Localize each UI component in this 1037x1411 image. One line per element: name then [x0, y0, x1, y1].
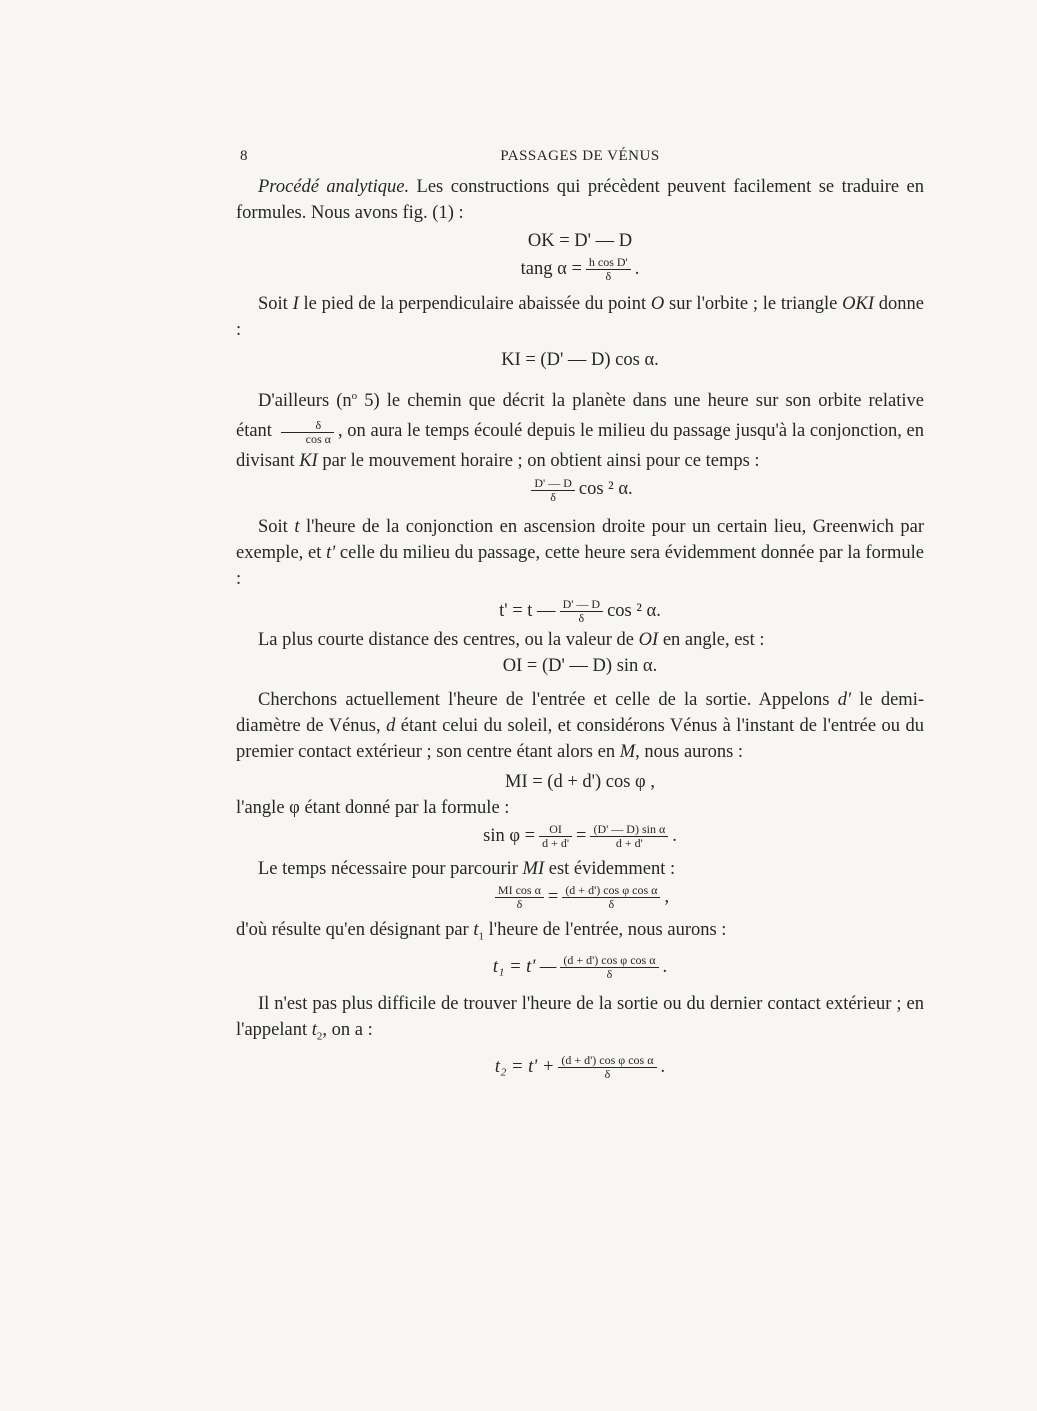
paragraph-angle: l'angle φ étant donné par la formule :	[236, 797, 510, 818]
equation-t1: t₁ = t' — $\frac{\text{(d + d') cos φ cos α}}{\delta}$ .	[492, 953, 668, 982]
paragraph-sortie: Il n'est pas plus difficile de trouver l'heure de la sortie ou du dernier contact extérieur ; en l'appelant $t_2$, on a :	[236, 994, 924, 1044]
equation-oi: OI = (D' — D) sin α.	[502, 655, 658, 676]
equation-sin-phi: sin φ = $\frac{OI}{d + d'}$ = $\frac{\text{(D' — D) sin α}}{d + d'}$ .	[483, 822, 677, 851]
paragraph-dailleurs: D'ailleurs ($n^o$ 5) le chemin que décrit la planète dans une heure sur son orbite relative étant $\frac{\delta}{\text{cos α}}$ , on aura le temps écoulé depuis le milieu du passage jusqu'à la conjonction, en divisant KI par le mouvement horaire ; on obtient ainsi pour ce temps :	[236, 390, 924, 472]
paragraph-cherchons: Cherchons actuellement l'heure de l'entrée et celle de la sortie. Appelons d' le demi-diamètre de Vénus, d étant celui du soleil, et considérons Vénus à l'instant de l'entrée ou du premier contact extérieur ; son centre étant alors en M, nous aurons :	[236, 689, 924, 762]
equation-ok: OK = D' — D	[527, 231, 633, 251]
equation-t2: t₂ = t' + $\frac{\text{(d + d') cos φ cos α}}{\delta}$ .	[494, 1053, 666, 1082]
page-number: 8	[240, 148, 248, 164]
equation-time: $\frac{D' — D}{\delta}$ cos ² α.	[236, 476, 924, 503]
main-text	[236, 174, 924, 1081]
equation-tang: tang α = $\frac{\text{h cos D'}}{\delta}$ .	[520, 255, 640, 284]
paragraph-procede: Procédé analytique. Les constructions qui précèdent peuvent facilement se traduire en formules. Nous avons fig. (1) :	[236, 177, 924, 223]
paragraph-soit-t: Soit t l'heure de la conjonction en ascension droite pour un certain lieu, Greenwich par exemple, et t' celle du milieu du passage, cette heure sera évidemment donnée par la formule :	[236, 516, 924, 589]
running-title: PASSAGES DE VÉNUS	[500, 148, 660, 164]
paragraph-distance: La plus courte distance des centres, ou la valeur de OI en angle, est :	[258, 629, 765, 650]
paragraph-soit-i: Soit I le pied de la perpendiculaire abaissée du point O sur l'orbite ; le triangle OKI donne :	[236, 294, 924, 341]
paragraph-temps: Le temps nécessaire pour parcourir MI est évidemment :	[258, 859, 676, 880]
equation-mi: MI = (d + d') cos φ ,	[505, 771, 655, 792]
page-header	[240, 148, 920, 168]
equation-t-prime: t' = t — $\frac{D' — D}{\delta}$ cos ² α.	[499, 596, 661, 625]
equation-ki: KI = (D' — D) cos α.	[501, 350, 659, 371]
paragraph-dou: d'où résulte qu'en désignant par $t_1$ l'heure de l'entrée, nous aurons :	[236, 920, 727, 944]
equation-mi-time: $\frac{\text{MI cos α}}{\delta}$ = $\frac{\text{(d + d') cos φ cos α}}{\delta}$ ,	[236, 884, 924, 911]
